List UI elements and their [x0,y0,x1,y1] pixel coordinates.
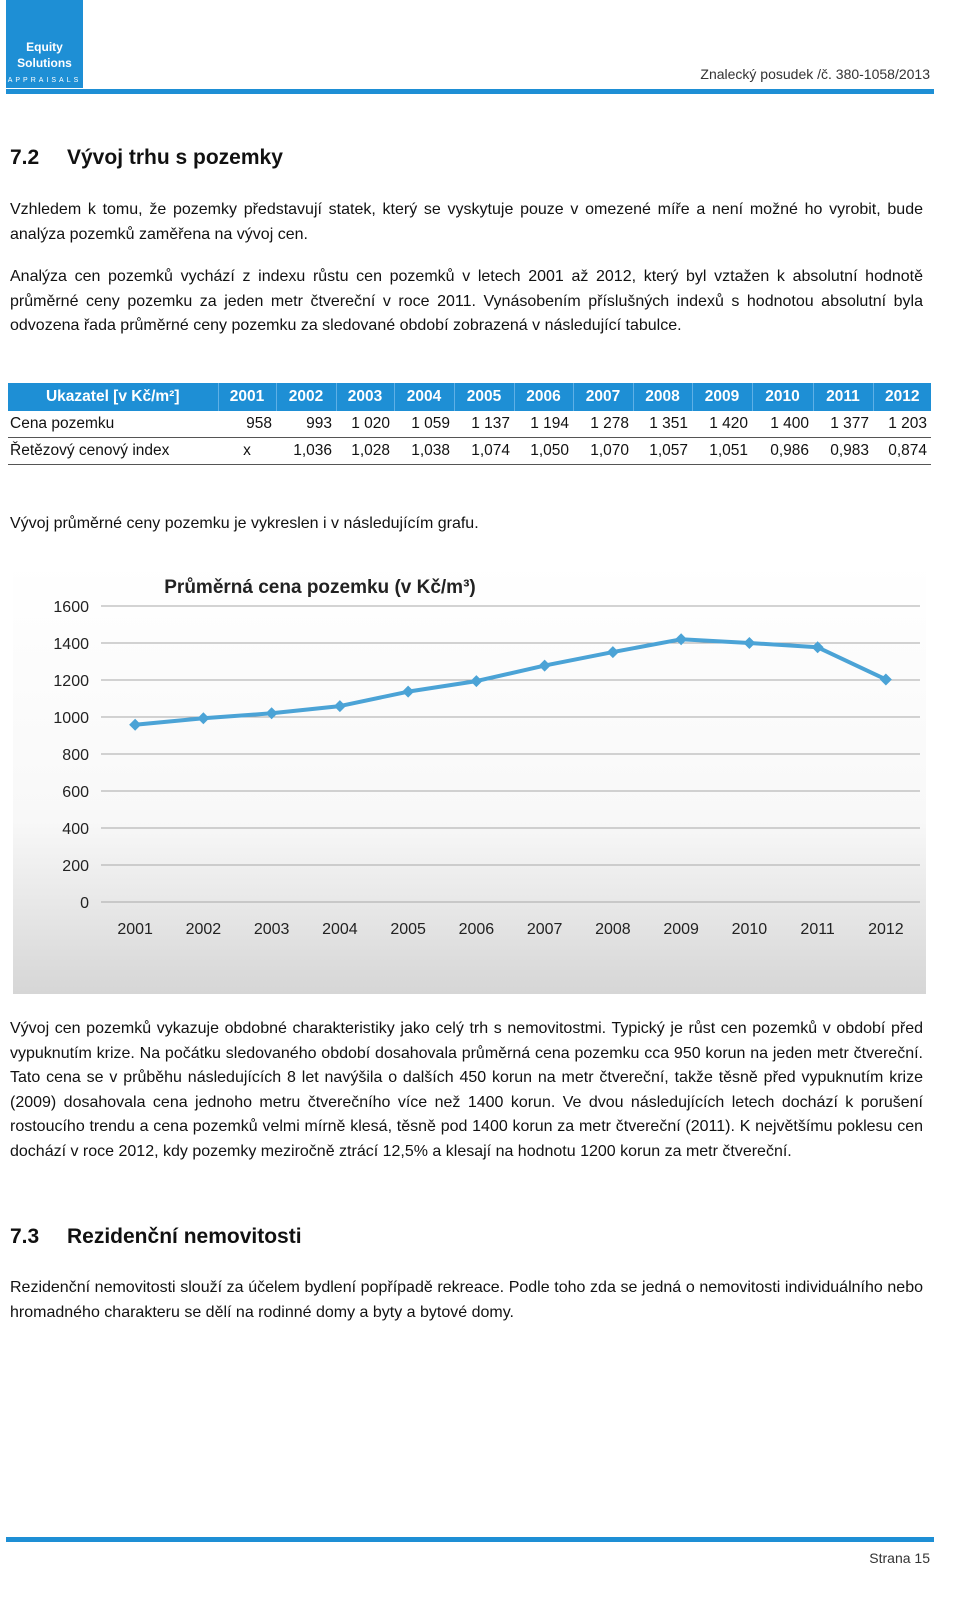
paragraph-chart-intro: Vývoj průměrné ceny pozemku je vykreslen i v následujícím grafu. [10,515,479,532]
series-line [135,639,886,724]
x-tick-label: 2003 [253,921,290,938]
logo-line-2: Solutions [17,56,72,70]
x-tick-label: 2005 [390,921,426,938]
data-point [197,712,209,724]
paragraph-intro: Vzhledem k tomu, že pozemky představují statek, který se vyskytuje pouze v omezené míře a není možné ho vyrobit, bude analýza pozemků zaměřena na vývoj cen. [10,201,923,243]
table-cell: 1 059 [394,411,454,438]
y-tick-label: 1200 [53,673,89,690]
table-cell: 1 203 [873,411,931,438]
table-row [8,411,931,438]
header-divider [6,89,934,94]
table-header-row [8,383,931,411]
company-logo [6,0,83,88]
table-header-year: 2011 [813,383,873,411]
paragraph-residential: Rezidenční nemovitosti slouží za účelem bydlení popřípadě rekreace. Podle toho zda se jedná o nemovitosti individuálního nebo hromadného charakteru se dělí na rodinné domy a byty a bytové domy. [10,1279,923,1321]
table-cell: 1,051 [692,438,752,465]
data-point [129,719,141,731]
data-point [743,637,755,649]
table-header-year: 2008 [633,383,692,411]
y-tick-label: 1600 [53,599,89,616]
page-number: Strana 15 [869,1550,930,1566]
table-cell: 0,986 [752,438,813,465]
section-heading-7-3 [10,1225,302,1249]
row-label: Řetězový cenový index [8,438,218,465]
table-header-year: 2012 [873,383,931,411]
x-tick-label: 2004 [322,921,358,938]
chart-canvas [13,561,926,994]
data-point [470,675,482,687]
section-heading-7-2 [10,146,283,170]
table-header-year: 2001 [218,383,276,411]
row-label: Cena pozemku [8,411,218,438]
table-cell: 1 278 [573,411,633,438]
table-cell: 1 351 [633,411,692,438]
x-tick-label: 2010 [731,921,768,938]
table-header-year: 2006 [514,383,573,411]
y-tick-label: 200 [62,858,89,875]
price-chart [13,561,926,994]
table-cell: 1 400 [752,411,813,438]
table-header-year: 2009 [692,383,752,411]
x-tick-label: 2001 [117,921,153,938]
x-tick-label: 2011 [800,921,835,938]
table-cell: 1 377 [813,411,873,438]
section-title: Rezidenční nemovitosti [67,1225,302,1248]
table-cell: 1,050 [514,438,573,465]
x-tick-label: 2012 [868,921,904,938]
table-cell: x [218,438,276,465]
data-point [880,673,892,685]
table-cell: 1 194 [514,411,573,438]
paragraph-price-trend: Vývoj cen pozemků vykazuje obdobné charakteristiky jako celý trh s nemovitostmi. Typický je růst cen pozemků v období před vypuknutím krize. Na počátku sledovaného období dosahovala průměrná cena pozemku cca 950 korun na jeden metr čtvereční. Tato cena se v průběhu následujících 8 let navýšila o dalších 450 korun na metr čtvereční, takže těsně před vypuknutím krize (2009) dosahovala cena jednoho metru čtverečního více než 1400 korun. Ve dvou následujících letech dochází k porušení rostoucího trendu a cena pozemků velmi mírně klesá, těsně pod 1400 korun za metr čtvereční (2011). K největšímu poklesu cen dochází v roce 2012, kdy pozemky meziročně ztrácí 12,5% a klesají na hodnotu 1200 korun za metr čtvereční. [10,1020,923,1160]
logo-line-3: APPRAISALS [7,77,82,84]
y-tick-label: 1000 [53,710,89,727]
footer-divider [6,1537,934,1542]
table-cell: 1,028 [336,438,394,465]
x-tick-label: 2008 [595,921,631,938]
data-point [334,700,346,712]
table-header-year: 2004 [394,383,454,411]
table-cell: 1 420 [692,411,752,438]
x-tick-label: 2006 [458,921,495,938]
table-header-year: 2002 [276,383,336,411]
data-point [402,686,414,698]
table-cell: 1 020 [336,411,394,438]
paragraph-analysis: Analýza cen pozemků vychází z indexu růstu cen pozemků v letech 2001 až 2012, který byl vztažen k absolutní hodnotě průměrné ceny pozemku za jeden metr čtvereční v roce 2011. Vynásobením příslušných indexů s hodnotou absolutní byla odvozena řada průměrné ceny pozemku za sledované období zobrazená v následující tabulce. [10,268,923,334]
table-cell: 1,038 [394,438,454,465]
table-header-year: 2010 [752,383,813,411]
y-tick-label: 600 [62,784,89,801]
chart-title: Průměrná cena pozemku (v Kč/m³) [164,577,476,598]
table-header-year: 2005 [454,383,514,411]
y-tick-label: 800 [62,747,89,764]
table-cell: 1,070 [573,438,633,465]
table-header-year: 2007 [573,383,633,411]
section-number: 7.2 [10,146,40,169]
table-header-year: 2003 [336,383,394,411]
table-cell: 958 [218,411,276,438]
x-tick-label: 2002 [185,921,222,938]
table-header-label: Ukazatel [v Kč/m²] [8,383,218,411]
logo-line-1: Equity [26,40,63,54]
y-tick-label: 1400 [53,636,89,653]
price-table [8,383,931,465]
table-row [8,438,931,465]
table-cell: 0,874 [873,438,931,465]
table-cell: 993 [276,411,336,438]
table-cell: 1,074 [454,438,514,465]
section-title: Vývoj trhu s pozemky [67,146,283,169]
y-tick-label: 0 [80,895,89,912]
x-tick-label: 2009 [663,921,699,938]
table-cell: 0,983 [813,438,873,465]
data-point [607,646,619,658]
table-cell: 1 137 [454,411,514,438]
data-point [539,660,551,672]
table-cell: 1,036 [276,438,336,465]
x-tick-label: 2007 [526,921,563,938]
table-cell: 1,057 [633,438,692,465]
document-reference: Znalecký posudek /č. 380-1058/2013 [700,66,930,82]
section-number: 7.3 [10,1225,40,1248]
y-tick-label: 400 [62,821,89,838]
